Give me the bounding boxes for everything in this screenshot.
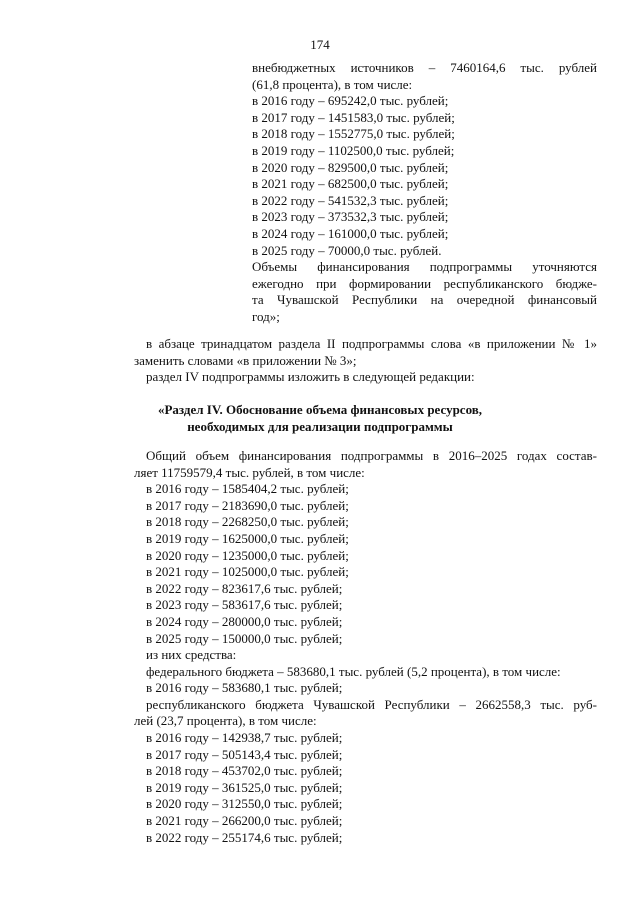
year-amount-line: в 2016 году – 695242,0 тыс. рублей; [252, 93, 449, 109]
year-amount-line: в 2025 году – 70000,0 тыс. рублей. [252, 242, 442, 258]
year-amount-line: в 2017 году – 1451583,0 тыс. рублей; [252, 109, 455, 125]
republic-paragraph [134, 697, 597, 730]
year-amount-line: в 2023 году – 583617,6 тыс. рублей; [146, 597, 343, 613]
year-amount-line: в 2022 году – 541532,3 тыс. рублей; [252, 192, 449, 208]
republic-years-list [146, 730, 342, 846]
year-amount-line: в 2020 году – 829500,0 тыс. рублей; [252, 159, 449, 175]
year-amount-line: в 2020 году – 312550,0 тыс. рублей; [146, 796, 343, 812]
text-line: заменить словами «в приложении № 3»; [134, 352, 357, 368]
heading-line: «Раздел IV. Обоснование объема финансовых ресурсов, [157, 402, 483, 417]
amendment-paragraph [134, 336, 597, 353]
amendment-paragraph-cont [134, 353, 597, 370]
year-amount-line: в 2024 году – 161000,0 тыс. рублей; [252, 225, 449, 241]
heading-line: необходимых для реализации подпрограммы [187, 418, 453, 434]
year-amount-line: в 2018 году – 453702,0 тыс. рублей; [146, 763, 343, 779]
text-line: внебюджетных источников – 7460164,6 тыс. рублей [252, 60, 597, 75]
total-years-list [146, 481, 561, 697]
amendment-instruction [146, 369, 475, 386]
year-amount-line: в 2019 году – 1102500,0 тыс. рублей; [252, 142, 455, 158]
page-number: 174 [310, 37, 330, 52]
year-amount-line: в 2022 году – 255174,6 тыс. рублей; [146, 829, 343, 845]
year-amount-line: в 2025 году – 150000,0 тыс. рублей; [146, 630, 343, 646]
year-amount-line: в 2021 году – 266200,0 тыс. рублей; [146, 812, 343, 828]
year-amount-line: в 2016 году – 583680,1 тыс. рублей; [146, 680, 343, 696]
year-amount-line: в 2020 году – 1235000,0 тыс. рублей; [146, 547, 349, 563]
funding-sources-continuation [252, 60, 597, 326]
text-line: (61,8 процента), в том числе: [252, 76, 413, 92]
text-line: в абзаце тринадцатом раздела II подпрограммы слова «в приложении № 1» [146, 336, 597, 351]
year-amount-line: в 2021 году – 1025000,0 тыс. рублей; [146, 564, 349, 580]
year-amount-line: в 2024 году – 280000,0 тыс. рублей; [146, 613, 343, 629]
text-line: республиканского бюджета Чувашской Республики – 2662558,3 тыс. руб- [146, 696, 597, 712]
text-line: из них средства: [146, 647, 237, 663]
year-amount-line: в 2017 году – 2183690,0 тыс. рублей; [146, 497, 349, 513]
year-amount-line: в 2016 году – 142938,7 тыс. рублей; [146, 730, 343, 745]
text-line: ежегодно при формировании республиканского бюдже- [252, 275, 597, 291]
text-line: ляет 11759579,4 тыс. рублей, в том числе: [134, 464, 365, 480]
year-amount-line: в 2019 году – 361525,0 тыс. рублей; [146, 779, 343, 795]
year-amount-line: в 2023 году – 373532,3 тыс. рублей; [252, 209, 449, 225]
text-line: Объемы финансирования подпрограммы уточняются [252, 259, 597, 275]
text-line: та Чувашской Республики на очередной финансовый [252, 292, 597, 308]
text-line: Общий объем финансирования подпрограммы в 2016–2025 годах состав- [146, 448, 597, 463]
year-amount-line: в 2017 году – 505143,4 тыс. рублей; [146, 746, 343, 762]
year-amount-line: в 2022 году – 823617,6 тыс. рублей; [146, 580, 343, 596]
total-paragraph [134, 448, 597, 481]
year-amount-line: в 2021 году – 682500,0 тыс. рублей; [252, 176, 449, 192]
text-line: раздел IV подпрограммы изложить в следующей редакции: [146, 369, 475, 385]
text-line: год»; [252, 308, 280, 324]
year-amount-line: в 2018 году – 2268250,0 тыс. рублей; [146, 514, 349, 530]
year-amount-line: в 2019 году – 1625000,0 тыс. рублей; [146, 530, 349, 546]
text-line: лей (23,7 процента), в том числе: [134, 713, 317, 729]
year-amount-line: в 2016 году – 1585404,2 тыс. рублей; [146, 481, 349, 497]
text-line: федерального бюджета – 583680,1 тыс. рублей (5,2 процента), в том числе: [146, 663, 561, 679]
section-heading [110, 402, 530, 435]
year-amount-line: в 2018 году – 1552775,0 тыс. рублей; [252, 126, 455, 142]
